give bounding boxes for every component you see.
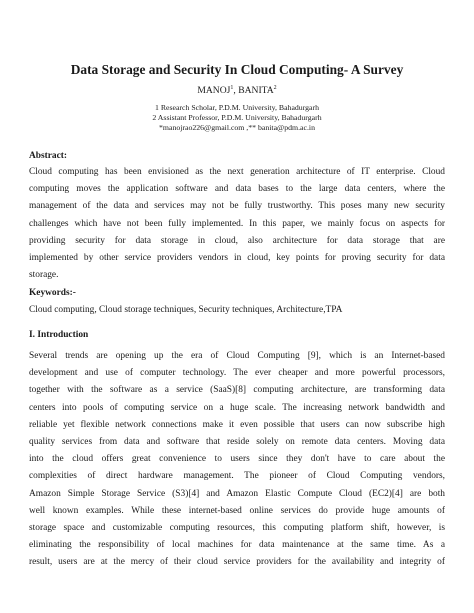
author-2-name: , BANITA xyxy=(233,85,274,96)
intro-line: development and use of computer technology. The ever cheaper and more powerful processors, xyxy=(29,368,445,379)
intro-line: result, users are at the mercy of their cloud service providers for the availability and integrity of xyxy=(29,557,445,568)
affiliation-2: 2 Assistant Professor, P.D.M. University, Bahadurgarh xyxy=(152,112,322,122)
keywords-heading: Keywords:- xyxy=(29,288,76,298)
affiliation-1: 1 Research Scholar, P.D.M. University, Bahadurgarh xyxy=(154,103,320,112)
intro-line: into the cloud offers great convenience to users since they don't have to care about the xyxy=(29,454,445,465)
intro-line: quality services from data and software that reside solely on remote data centers. Moving data xyxy=(29,437,445,448)
intro-line: together with the software as a service (SaaS)[8] computing architecture, are transforming data xyxy=(29,385,445,396)
author-2-marker: 2 xyxy=(273,84,277,91)
author-1-marker: 1 xyxy=(230,84,234,91)
abstract-heading: Abstract: xyxy=(29,151,68,161)
keywords-body xyxy=(29,302,445,319)
affiliations xyxy=(0,103,474,132)
intro-line: Amazon Simple Storage Service (S3)[4] and Amazon Elastic Compute Cloud (EC2)[4] are both xyxy=(29,488,445,499)
author-emails: *manojrao226@gmail.com ,** banita@pdm.ac.in xyxy=(159,122,315,132)
intro-line: eliminating the responsibility of local machines for data maintenance at the same time. As a xyxy=(29,540,445,551)
intro-line: centers into pools of computing service on a huge scale. The increasing network bandwidth and xyxy=(29,402,445,413)
author-line xyxy=(0,85,474,97)
introduction-body xyxy=(29,348,445,572)
abstract-line: implemented by other service providers vendors in cloud, key points for proving security for data xyxy=(29,253,445,264)
paper-title: Data Storage and Security In Cloud Computing- A Survey xyxy=(70,62,404,77)
intro-line: Several trends are opening up the era of Cloud Computing [9], which is an Internet-based xyxy=(29,351,445,361)
author-1-name: MANOJ xyxy=(197,85,231,96)
abstract-line: management of the data and services may not be fully trustworthy. This poses many new security xyxy=(29,201,445,212)
keywords-text: Cloud computing, Cloud storage techniques, Security techniques, Architecture,TPA xyxy=(29,305,343,315)
intro-line: storage space and customizable computing resources, this computing platform shift, however, is xyxy=(29,523,445,534)
section-heading-introduction: I. Introduction xyxy=(29,330,89,340)
abstract-line: Cloud computing has been envisioned as the next generation architecture of IT enterprise. Cloud xyxy=(29,167,445,177)
intro-line: well known examples. While these internet-based online services do provide huge amounts of xyxy=(29,505,445,516)
abstract-line: providing security for data storage in cloud, also architecture for data storage that are xyxy=(29,235,445,246)
abstract-line: computing moves the application software and data bases to the large data centers, where the xyxy=(29,184,445,195)
abstract-line: challenges which have not been fully implemented. In this paper, we mainly focus on aspects for xyxy=(29,218,445,229)
intro-line: reliable yet flexible network connections make it even possible that users can now subscribe high xyxy=(29,419,445,430)
abstract-body xyxy=(29,164,445,284)
intro-line: complexities of direct hardware management. The pioneer of Cloud Computing vendors, xyxy=(29,471,445,482)
abstract-line: storage. xyxy=(29,270,59,281)
